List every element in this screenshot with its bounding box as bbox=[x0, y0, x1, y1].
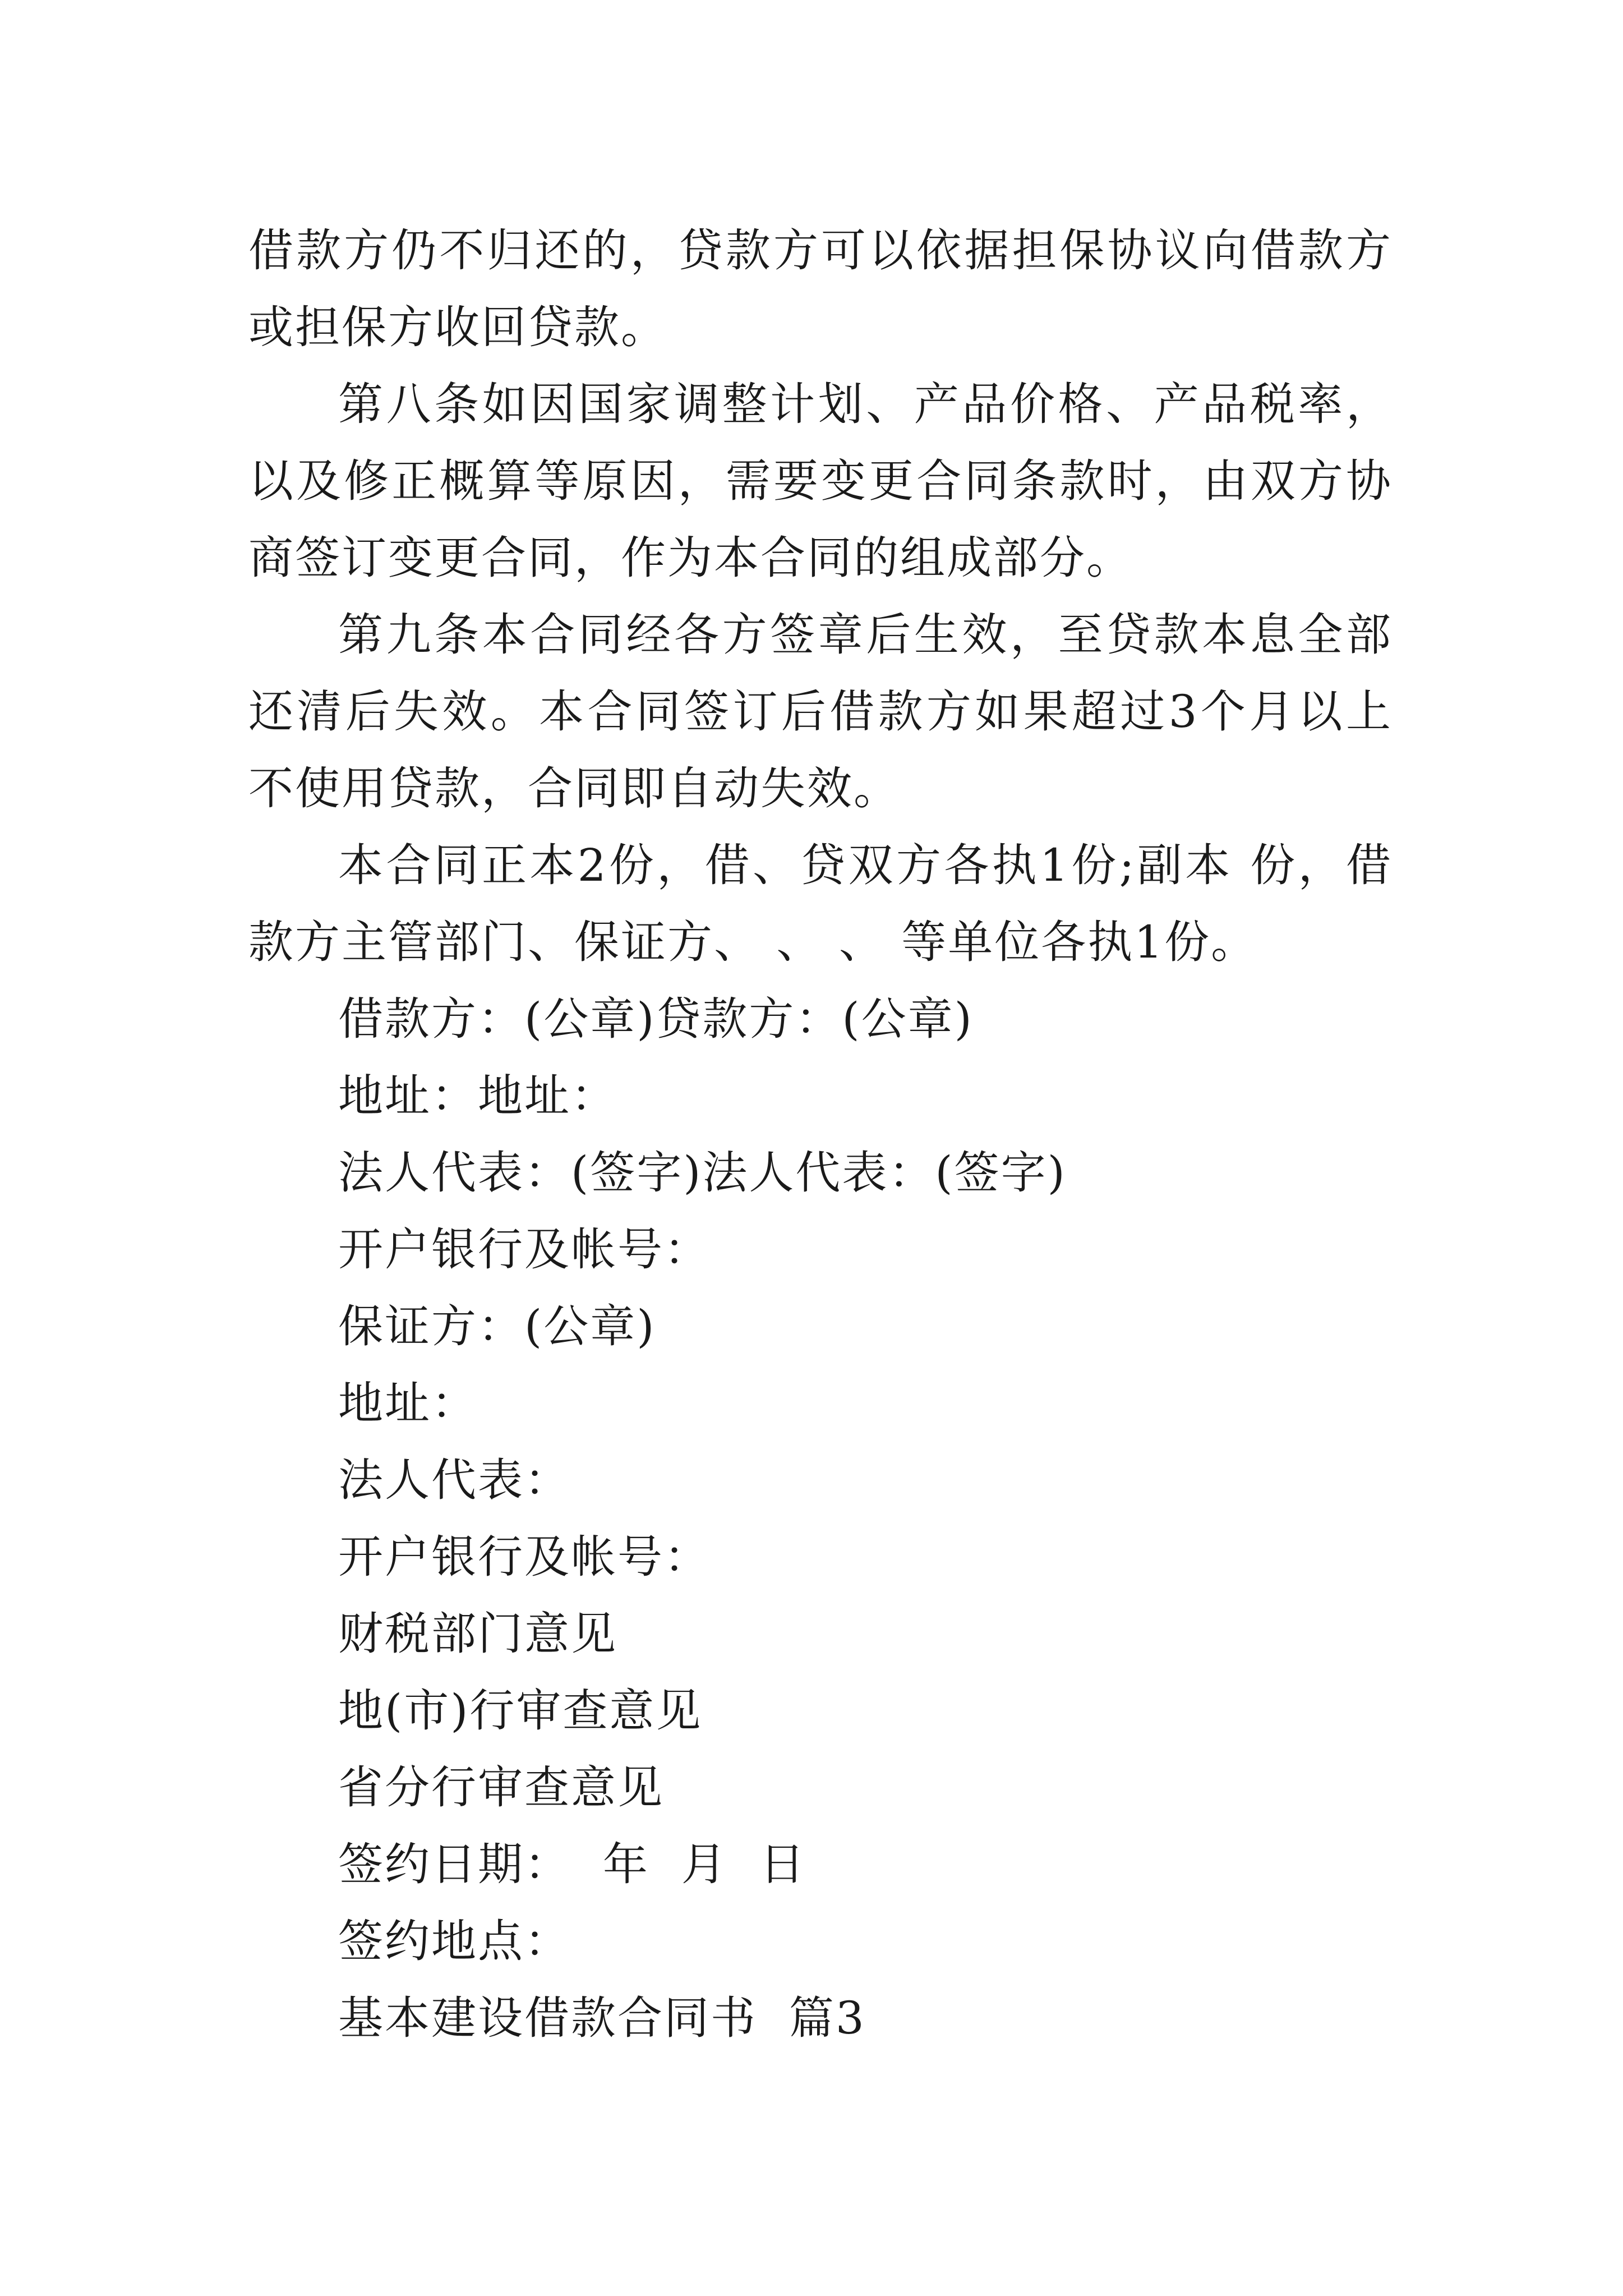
line-bank-account: 开户银行及帐号： bbox=[338, 1223, 711, 1276]
line-guarantor-bank-account: 开户银行及帐号： bbox=[338, 1531, 711, 1583]
paragraph-copies: 本合同正本2份，借、贷双方各执1份;副本 份，借款方主管部门、保证方、 、 、 等单位各执1份。 bbox=[248, 839, 1393, 968]
line-provincial-bank-opinion: 省分行审查意见 bbox=[338, 1761, 664, 1814]
paragraph-continuation: 借款方仍不归还的，贷款方可以依据担保协议向借款方或担保方收回贷款。 bbox=[248, 224, 1393, 353]
paragraph-article-9: 第九条本合同经各方签章后生效，至贷款本息全部还清后失效。本合同签订后借款方如果超过3个月以上不使用贷款，合同即自动失效。 bbox=[248, 609, 1393, 815]
line-legal-representatives: 法人代表：(签字)法人代表：(签字) bbox=[338, 1147, 1067, 1199]
document-page bbox=[248, 212, 1393, 2056]
line-guarantor-legal-rep: 法人代表： bbox=[338, 1454, 571, 1506]
line-signing-place: 签约地点： bbox=[338, 1915, 571, 1967]
line-finance-tax-opinion: 财税部门意见 bbox=[338, 1608, 617, 1660]
line-signing-date: 签约日期： 年 月 日 bbox=[338, 1838, 806, 1890]
line-guarantor: 保证方：(公章) bbox=[338, 1300, 656, 1352]
paragraph-article-8: 第八条如因国家调整计划、产品价格、产品税率，以及修正概算等原因，需要变更合同条款时，由双方协商签订变更合同，作为本合同的组成部分。 bbox=[248, 378, 1393, 584]
line-borrower-lender: 借款方：(公章)贷款方：(公章) bbox=[338, 993, 974, 1045]
line-guarantor-address: 地址： bbox=[338, 1377, 478, 1429]
line-city-bank-opinion: 地(市)行审查意见 bbox=[338, 1685, 703, 1737]
section-heading: 基本建设借款合同书 篇3 bbox=[338, 1992, 866, 2044]
line-address-pair: 地址：地址： bbox=[338, 1070, 617, 1122]
